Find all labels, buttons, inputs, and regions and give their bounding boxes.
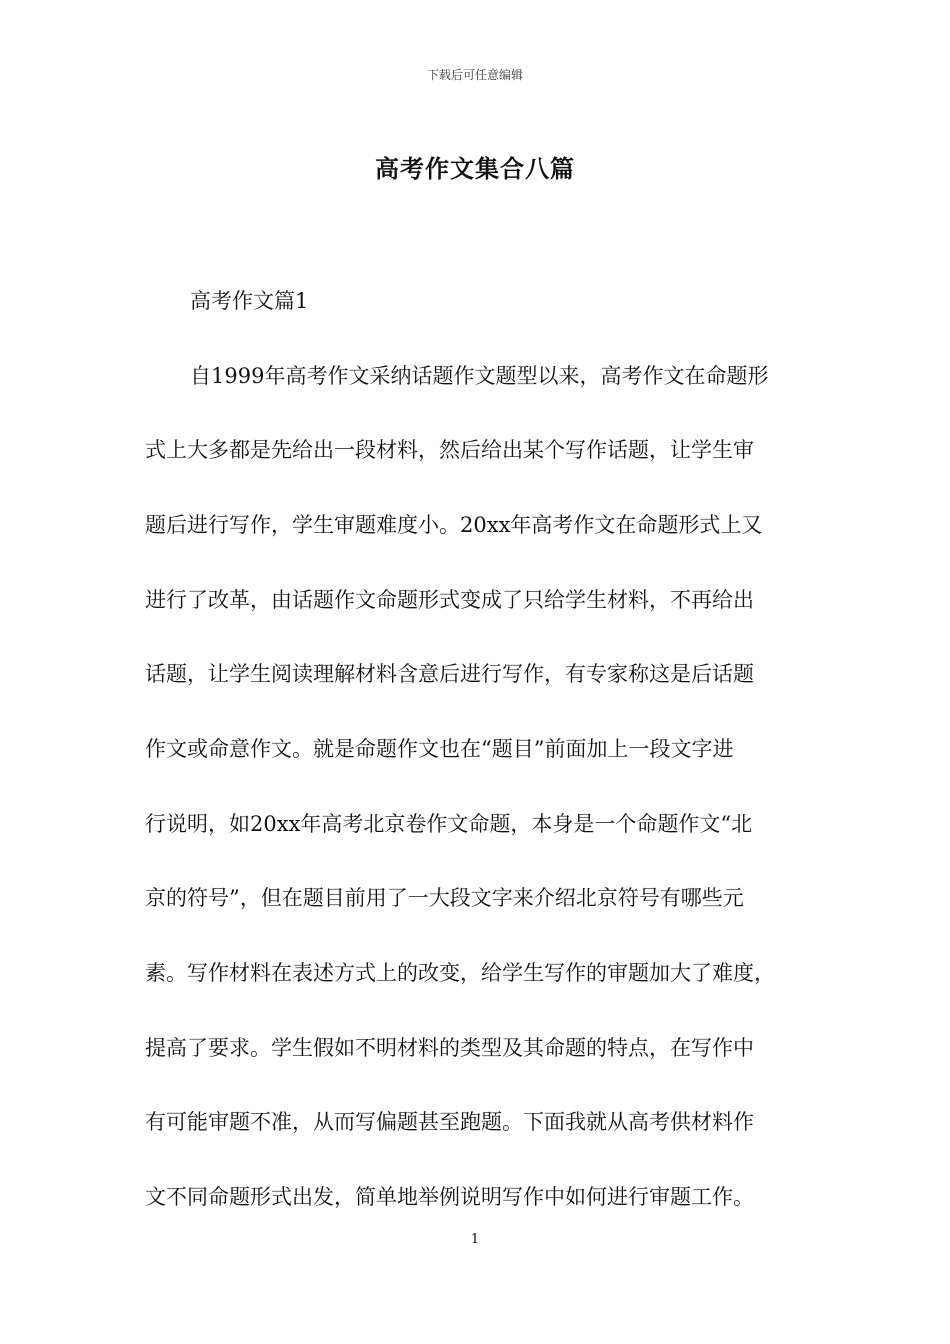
body-line: 进行了改革，由话题作文命题形式变成了只给学生材料，不再给出	[145, 588, 754, 612]
header-note: 下载后可任意编辑	[426, 68, 523, 82]
body-line: 作文或命意作文。就是命题作文也在“题目”前面加上一段文字进	[145, 737, 734, 761]
body-line: 题后进行写作，学生审题难度小。20xx年高考作文在命题形式上又	[145, 513, 763, 537]
body-line: 京的符号”，但在题目前用了一大段文字来介绍北京符号有哪些元	[145, 886, 744, 910]
body-line: 式上大多都是先给出一段材料，然后给出某个写作话题，让学生审	[145, 438, 754, 462]
body-line: 话题，让学生阅读理解材料含意后进行写作，有专家称这是后话题	[145, 662, 754, 686]
body-line: 有可能审题不准，从而写偏题甚至跑题。下面我就从高考供材料作	[145, 1110, 754, 1134]
body-line: 提高了要求。学生假如不明材料的类型及其命题的特点，在写作中	[145, 1036, 754, 1060]
page-number: 1	[470, 1232, 480, 1247]
section-heading: 高考作文篇1	[190, 289, 309, 313]
body-line: 行说明，如20xx年高考北京卷作文命题，本身是一个命题作文“北	[145, 812, 753, 836]
body-line: 自1999年高考作文采纳话题作文题型以来，高考作文在命题形	[190, 364, 769, 388]
document-title: 高考作文集合八篇	[375, 154, 575, 183]
body-line: 素。写作材料在表述方式上的改变，给学生写作的审题加大了难度，	[145, 961, 775, 985]
body-line: 文不同命题形式出发，简单地举例说明写作中如何进行审题工作。	[145, 1185, 754, 1209]
